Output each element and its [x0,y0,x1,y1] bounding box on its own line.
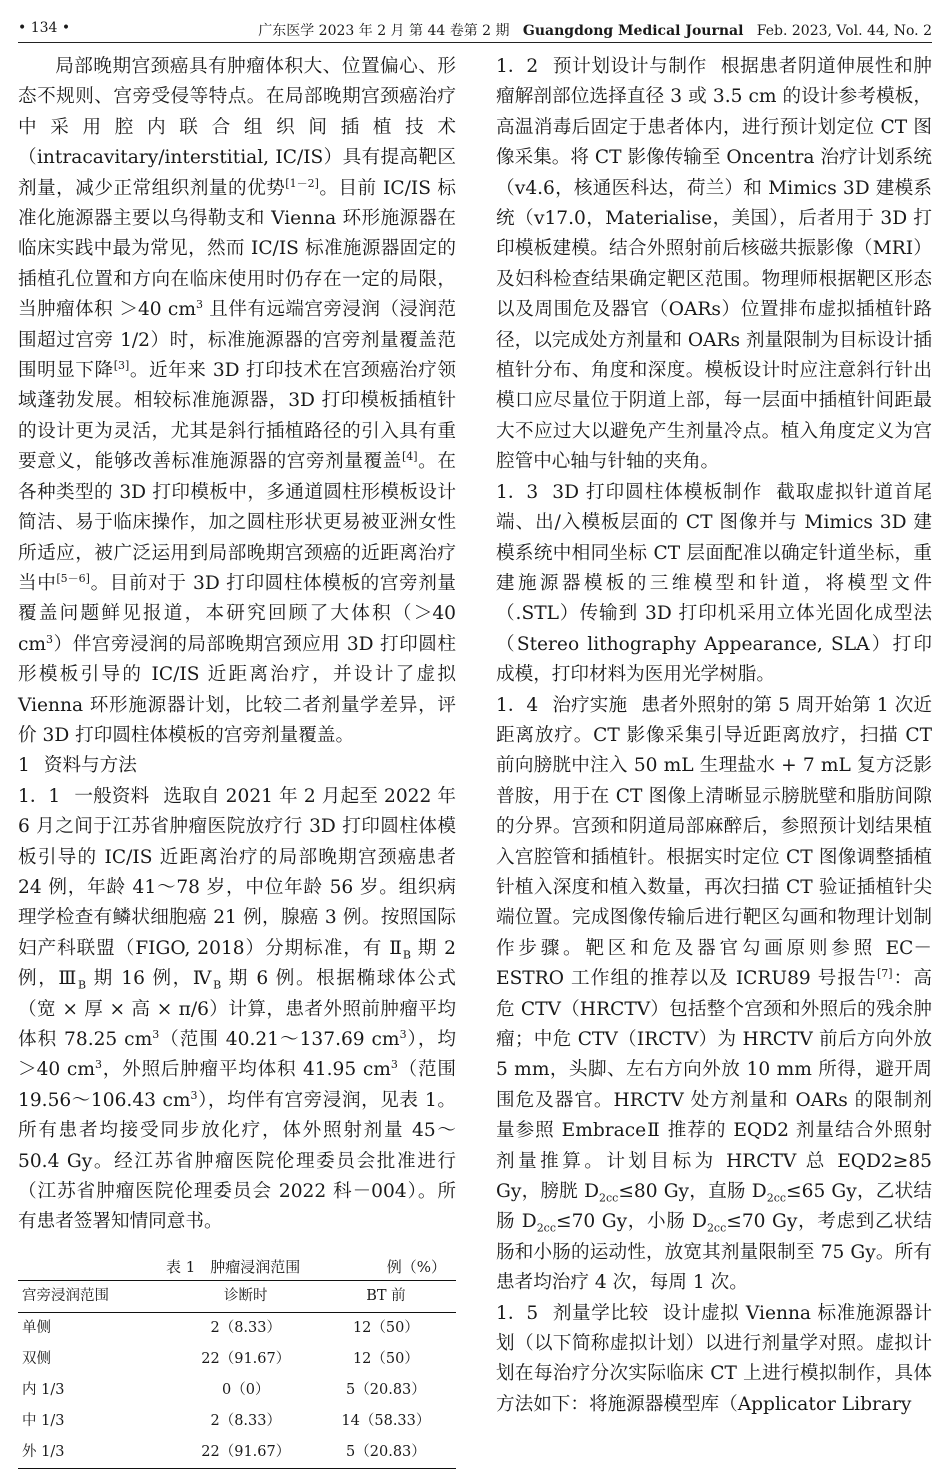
section-title: 剂量学比较 [552,1302,649,1324]
citation: [4] [401,450,418,464]
citation: [1－2] [285,176,319,190]
page-number: • 134 • [18,20,71,36]
section-heading-1: 1 资料与方法 [18,755,137,777]
issue-en: Feb. 2023, Vol. 44, No. 2 [756,23,932,39]
table-row: 单侧 2（8.33） 12（50） [22,1320,419,1337]
table-caption: 表 1 肿瘤浸润范围 [166,1257,301,1276]
section-title: 预计划设计与制作 [552,56,707,77]
running-header [18,12,932,43]
table-caption-row [18,1256,456,1280]
section-title: 3D 打印圆柱体模板制作 [552,481,763,503]
left-column [18,52,456,1469]
section-title: 一般资料 [74,785,150,807]
infiltration-table [18,1280,456,1469]
table-row: 外 1/3 22（91.67） 5（20.83） [18,1437,456,1469]
section-1-5: 1．5 剂量学比较 设计虚拟 Vienna 标准施源器计划（以下简称虚拟计划）以进行剂量学对照。虚拟计划在每治疗分次实际临床 CT 上进行模拟制作，具体方法如下：将施源器模型库（Applicator Library [496,1302,932,1415]
table-unit: 例（%） [386,1257,446,1276]
table-row: 双侧 22（91.67） 12（50） [22,1351,419,1368]
section-1-4: 1．4 治疗实施 患者外照射的第 5 周开始第 1 次近距离放疗。CT 影像采集引导近距离放疗，扫描 CT 前向膀胱中注入 50 mL 生理盐水 + 7 mL 复方泛影普胺，用于在 CT 图像上清晰显示膀胱壁和脂肪间隙的分界。宫颈和阴道局部麻醉后，参照预计划结果植入宫腔管和插植针。根据实时定位 CT 图像调整插植针植入深度和植入数量，再次扫描 CT 验证插植针尖端位置。完成图像传输后进行靶区勾画和物理计划制作步骤。靶区和危及器官勾画原则参照 EC－ESTRO 工作组的推荐以及 ICRU89 号报告[7]：高危 CTV（HRCTV）包括整个宫颈和外照后的残余肿瘤；中危 CTV（IRCTV）为 HRCTV 前后方向外放 5 mm，头脚、左右方向外放 10 mm 所得，避开周围危及器官。HRCTV 处方剂量和 OARs 的限制剂量参照 EmbraceⅡ 推荐的 EQD2 剂量结合外照射剂量推算。计划目标为 HRCTV 总 EQD2≥85 Gy，膀胱 $D_{2cc}\le 80$ Gy，直肠 $D_{2cc}\le 65$ Gy，乙状结肠 $D_{2cc}\le 70$ Gy，小肠 $D_{2cc}\le 70$ Gy，考虑到乙状结肠和小肠的运动性，放宽其剂量限制至 75 Gy。所有患者均治疗 4 次，每周 1 次。 [496,694,932,1294]
table-header-row [18,1280,456,1312]
journal-cn: 广东医学 2023 年 2 月 第 44 卷第 2 期 [258,23,510,39]
section-1-2: 1．2 预计划设计与制作 根据患者阴道伸展性和肿瘤解剖部位选择直径 3 或 3.5 cm 的设计参考模板，高温消毒后固定于患者体内，进行预计划定位 CT 图像采集。将 CT 影像传输至 Oncentra 治疗计划系统（v4.6，核通医科达，荷兰）和 Mimics 3D 建模系统（v17.0，Materialise，美国），后者用于 3D 打印模板建模。结合外照射前后核磁共振影像（MRI）及妇科检查结果确定靶区范围。物理师根据靶区形态以及周围危及器官（OARs）位置排布虚拟插植针路径，以完成处方剂量和 OARs 剂量限制为目标设计插植针分布、角度和深度。模板设计时应注意斜行针出模口应尽量位于阴道上部，每一层面中插植针间距最大不应过大以避免产生剂量冷点。植入角度定义为宫腔管中心轴与针轴的夹角。 [496,56,932,473]
right-column [496,52,932,1420]
table-row: 中 1/3 2（8.33） 14（58.33） [22,1413,431,1430]
col-header: BT 前 [366,1288,406,1305]
section-1-1: 1．1 一般资料 选取自 2021 年 2 月起至 2022 年 6 月之间于江苏省肿瘤医院放疗行 3D 打印圆柱体模板引导的 IC/IS 近距离治疗的局部晚期宫颈癌患者 24 例，年龄 41～78 岁，中位年龄 56 岁。组织病理学检查有鳞状细胞癌 21 例，腺癌 3 例。按照国际妇产科联盟（FIGO, 2018）分期标准，有 $Ⅱ_B$ 期 2 例，$Ⅲ_B$ 期 16 例，$Ⅳ_B$ 期 6 例。根据椭球体公式（宽 × 厚 × 高 × π/6）计算，患者外照前肿瘤平均体积 78.25 $cm^3$（范围 40.21～137.69 $cm^3$），均 ＞40 $cm^3$，外照后肿瘤平均体积 41.95 $cm^3$（范围 19.56～106.43 $cm^3$），均伴有宫旁浸润，见表 1。所有患者均接受同步放化疗，体外照射剂量 45～50.4 Gy。经江苏省肿瘤医院伦理委员会批准进行（江苏省肿瘤医院伦理委员会 2022 科－004）。所有患者签署知情同意书。 [18,785,457,1233]
journal-en: Guangdong Medical Journal [522,23,744,39]
col-header: 宫旁浸润范围 [22,1288,109,1305]
citation: [3] [113,358,130,372]
col-header: 诊断时 [224,1288,268,1305]
table-1 [18,1256,456,1469]
intro-paragraph: 局部晚期宫颈癌具有肿瘤体积大、位置偏心、形态不规则、宫旁受侵等特点。在局部晚期宫颈癌治疗中采用腔内联合组织间插植技术（intracavitary/interstitial, IC/IS）具有提高靶区剂量，减少正常组织剂量的优势[1－2]。目前 IC/IS 标准化施源器主要以乌得勒支和 Vienna 环形施源器在临床实践中最为常见，然而 IC/IS 标准施源器固定的插植孔位置和方向在临床使用时仍存在一定的局限，当肿瘤体积 ＞40 $cm^3$ 且伴有远端宫旁浸润（浸润范围超过宫旁 1/2）时，标准施源器的宫旁剂量覆盖范围明显下降[3]。近年来 3D 打印技术在宫颈癌治疗领域蓬勃发展。相较标准施源器，3D 打印模板插植针的设计更为灵活，尤其是斜行插植路径的引入具有重要意义，能够改善标准施源器的宫旁剂量覆盖[4]。在各种类型的 3D 打印模板中，多通道圆柱形模板设计简洁、易于临床操作，加之圆柱形状更易被亚洲女性所适应，被广泛运用到局部晚期宫颈癌的近距离治疗当中[5－6]。目前对于 3D 打印圆柱体模板的宫旁剂量覆盖问题鲜见报道，本研究回顾了大体积（＞40 $cm^3$）伴宫旁浸润的局部晚期宫颈应用 3D 打印圆柱形模板引导的 IC/IS 近距离治疗，并设计了虚拟 Vienna 环形施源器计划，比较二者剂量学差异，评价 3D 打印圆柱体模板的宫旁剂量覆盖。 [18,56,456,746]
citation: [7] [876,967,893,980]
section-title: 治疗实施 [552,694,628,716]
section-1-3: 1．3 3D 打印圆柱体模板制作 截取虚拟针道首尾端、出/入模板层面的 CT 图像并与 Mimics 3D 建模系统中相同坐标 CT 层面配准以确定针道坐标，重建施源器模板的三维模型和针道，将模型文件（.STL）传输到 3D 打印机采用立体光固化成型法（Stereo lithography Appearance, SLA）打印成模，打印材料为医用光学树脂。 [496,481,932,686]
table-row: 内 1/3 0（0） 5（20.83） [22,1382,426,1399]
citation: [5－6] [56,571,90,585]
journal-info [258,20,932,40]
